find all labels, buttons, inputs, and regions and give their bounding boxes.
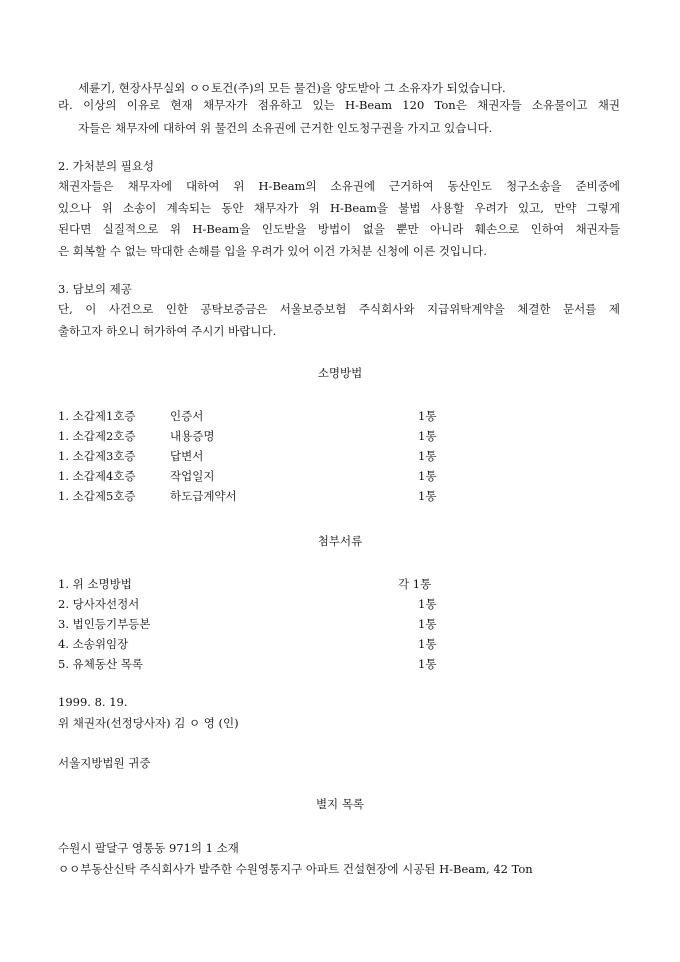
section-heading: 2. 가처분의 필요성 [58,159,155,173]
evidence-title: 소명방법 [317,366,363,380]
body-line: 라. 이상의 이유로 현재 채무자가 점유하고 있는 H-Beam 120 Ton은 채권자들 소유물이고 채권 [58,98,620,112]
evidence-number: 1. 소갑제5호증 [58,489,136,503]
attachment-quantity: 1통 [418,637,437,651]
evidence-row [58,468,458,484]
annex-item: ㅇㅇ부동산신탁 주식회사가 발주한 수원영통지구 아파트 건설현장에 시공된 H-Beam, 42 Ton [58,862,533,876]
evidence-name: 하도급계약서 [170,489,237,503]
body-line: 출하고자 하오니 허가하여 주시기 바랍니다. [58,324,277,338]
attachments-title: 첨부서류 [317,534,363,548]
evidence-quantity: 1통 [418,469,437,483]
attachment-row [58,596,458,612]
evidence-name: 인증서 [170,409,204,423]
evidence-quantity: 1통 [418,429,437,443]
evidence-number: 1. 소갑제2호증 [58,429,136,443]
evidence-row [58,408,458,424]
attachment-name: 4. 소송위임장 [58,637,129,651]
applicant-signature: 위 채권자(선정당사자) 김 ㅇ 영 (인) [58,716,239,730]
annex-title: 별지 목록 [315,797,365,811]
evidence-row [58,428,458,444]
evidence-quantity: 1통 [418,449,437,463]
evidence-name: 내용증명 [170,429,215,443]
attachment-row [58,656,458,672]
body-line: 단, 이 사건으로 인한 공탁보증금은 서울보증보험 주식회사와 지급위탁계약을 체결한 문서를 제 [58,302,620,316]
body-line: 된다면 실질적으로 위 H-Beam을 인도받을 방법이 없을 뿐만 아니라 훼손으로 인하여 채권자들 [58,222,620,236]
attachment-name: 5. 유체동산 목록 [58,657,143,671]
attachment-row [58,616,458,632]
evidence-quantity: 1통 [418,489,437,503]
attachment-quantity: 1통 [418,657,437,671]
attachment-quantity: 1통 [418,597,437,611]
evidence-row [58,488,458,504]
body-line: 자들은 채무자에 대하여 위 물건의 소유권에 근거한 인도청구권을 가지고 있습니다. [78,121,493,135]
attachment-name: 3. 법인등기부등본 [58,617,151,631]
body-line: 채권자들은 채무자에 대하여 위 H-Beam의 소유권에 근거하여 동산인도 청구소송을 준비중에 [58,179,620,193]
body-line: 있으나 위 소송이 계속되는 동안 채무자가 위 H-Beam을 불법 사용할 우려가 있고, 만약 그렇게 [58,200,620,215]
court-addressee: 서울지방법원 귀중 [58,756,151,770]
filing-date: 1999. 8. 19. [58,695,128,709]
attachment-quantity: 각 1통 [398,577,432,591]
evidence-quantity: 1통 [418,409,437,423]
annex-address: 수원시 팔달구 영통동 971의 1 소재 [58,841,239,855]
evidence-name: 작업일지 [170,469,215,483]
evidence-number: 1. 소갑제1호증 [58,409,136,423]
evidence-number: 1. 소갑제3호증 [58,449,136,463]
body-line: 세륜기, 현장사무실외 ㅇㅇ토건(주)의 모든 물건)을 양도받아 그 소유자가 되었습니다. [78,81,506,95]
attachment-name: 1. 위 소명방법 [58,577,132,591]
attachment-row [58,636,458,652]
evidence-number: 1. 소갑제4호증 [58,469,136,483]
evidence-row [58,448,458,464]
attachment-quantity: 1통 [418,617,437,631]
evidence-name: 답변서 [170,449,204,463]
section-heading: 3. 담보의 제공 [58,282,132,296]
attachment-row [58,576,458,592]
body-line: 은 회복할 수 없는 막대한 손해를 입을 우려가 있어 이건 가처분 신청에 이른 것입니다. [58,244,487,258]
attachment-name: 2. 당사자선정서 [58,597,140,611]
